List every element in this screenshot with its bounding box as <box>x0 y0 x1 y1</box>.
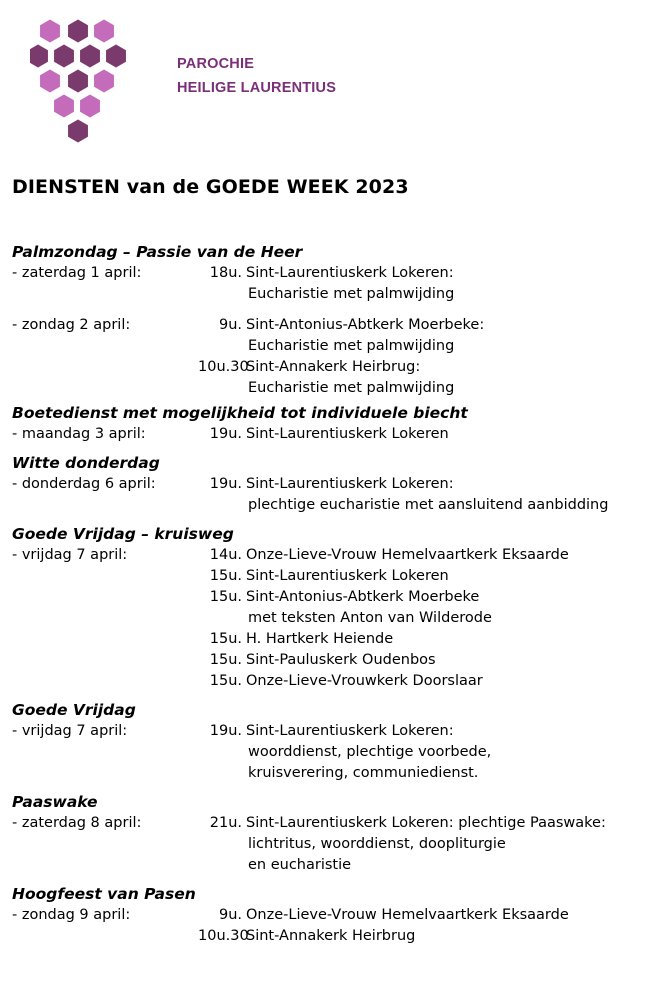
service-row <box>12 926 652 947</box>
page-title: DIENSTEN van de GOEDE WEEK 2023 <box>12 176 409 198</box>
service-location: Onze-Lieve-Vrouwkerk Doorslaar <box>246 673 483 689</box>
service-time: 10u.30 <box>198 359 249 375</box>
service-location: Sint-Laurentiuskerk Lokeren: <box>246 476 454 492</box>
spacer <box>12 305 652 315</box>
logo-hexagon <box>40 70 60 93</box>
service-detail: woorddienst, plechtige voorbede, <box>248 744 492 760</box>
brand-line-parochie: PAROCHIE <box>177 56 255 72</box>
logo-hexagon <box>54 95 74 118</box>
service-time: 15u. <box>209 568 242 584</box>
service-day: - vrijdag 7 april: <box>12 547 128 563</box>
logo-hexagon <box>40 20 60 43</box>
logo-hexagon <box>94 20 114 43</box>
logo-hexagon <box>68 20 88 43</box>
service-time: 19u. <box>209 426 242 442</box>
brand-line-name: HEILIGE LAURENTIUS <box>177 80 337 96</box>
service-row <box>12 545 652 566</box>
parish-brand-name <box>177 52 336 100</box>
service-location: Sint-Laurentiuskerk Lokeren: <box>246 265 454 281</box>
section-title: Goede Vrijdag – kruisweg <box>12 525 234 543</box>
service-row <box>12 587 652 608</box>
parish-logo-grapes <box>30 14 130 146</box>
service-location: Sint-Annakerk Heirbrug: <box>246 359 421 375</box>
service-row <box>12 629 652 650</box>
service-location: Sint-Pauluskerk Oudenbos <box>246 652 436 668</box>
service-time: 9u. <box>218 907 242 923</box>
service-row <box>12 566 652 587</box>
service-time: 9u. <box>218 317 242 333</box>
service-location: Sint-Laurentiuskerk Lokeren: <box>246 723 454 739</box>
service-detail: Eucharistie met palmwijding <box>248 380 455 396</box>
service-location: Sint-Laurentiuskerk Lokeren: plechtige Paaswake: <box>246 815 606 831</box>
service-row <box>12 650 652 671</box>
service-row <box>12 263 652 284</box>
service-detail: Eucharistie met palmwijding <box>248 338 455 354</box>
service-time: 19u. <box>209 476 242 492</box>
service-time: 19u. <box>209 723 242 739</box>
service-row <box>12 721 652 742</box>
service-time: 15u. <box>209 631 242 647</box>
service-detail: plechtige eucharistie met aansluitend aanbidding <box>248 497 609 513</box>
service-day: - zondag 2 april: <box>12 317 131 333</box>
service-time: 14u. <box>209 547 242 563</box>
logo-hexagon <box>94 70 114 93</box>
service-detail: en eucharistie <box>248 857 352 873</box>
service-row <box>12 315 652 336</box>
section-title: Goede Vrijdag <box>12 701 136 719</box>
schedule-list <box>12 242 652 947</box>
logo-hexagon <box>54 45 74 68</box>
service-location: H. Hartkerk Heiende <box>246 631 394 647</box>
section-title: Paaswake <box>12 793 98 811</box>
service-detail: kruisverering, communiedienst. <box>248 765 479 781</box>
service-day <box>12 671 198 692</box>
logo-hexagon <box>80 95 100 118</box>
logo-hexagon <box>80 45 100 68</box>
service-day <box>12 357 198 378</box>
service-row <box>12 905 652 926</box>
schedule-section <box>12 884 652 947</box>
schedule-section <box>12 792 652 876</box>
service-location: Sint-Laurentiuskerk Lokeren <box>246 568 449 584</box>
service-location: Sint-Antonius-Abtkerk Moerbeke <box>246 589 480 605</box>
service-row <box>12 671 652 692</box>
schedule-section <box>12 403 652 445</box>
service-location: Sint-Laurentiuskerk Lokeren <box>246 426 449 442</box>
service-location: Onze-Lieve-Vrouw Hemelvaartkerk Eksaarde <box>246 907 569 923</box>
service-row <box>12 357 652 378</box>
service-day <box>12 587 198 608</box>
logo-hexagon <box>68 120 88 143</box>
service-row <box>12 813 652 834</box>
service-day: - vrijdag 7 april: <box>12 723 128 739</box>
service-location: Sint-Annakerk Heirbrug <box>246 928 416 944</box>
service-day <box>12 566 198 587</box>
service-day: - zaterdag 8 april: <box>12 815 142 831</box>
schedule-section <box>12 453 652 516</box>
service-row <box>12 424 652 445</box>
service-detail: Eucharistie met palmwijding <box>248 286 455 302</box>
service-time: 21u. <box>209 815 242 831</box>
service-detail: lichtritus, woorddienst, doopliturgie <box>248 836 506 852</box>
service-day <box>12 926 198 947</box>
service-day: - zondag 9 april: <box>12 907 131 923</box>
service-day <box>12 629 198 650</box>
section-title: Witte donderdag <box>12 454 160 472</box>
service-time: 10u.30 <box>198 928 249 944</box>
service-day: - maandag 3 april: <box>12 426 146 442</box>
logo-hexagon <box>106 45 126 68</box>
service-location: Onze-Lieve-Vrouw Hemelvaartkerk Eksaarde <box>246 547 569 563</box>
schedule-section <box>12 242 652 399</box>
service-day <box>12 650 198 671</box>
section-title: Palmzondag – Passie van de Heer <box>12 243 303 261</box>
schedule-section <box>12 524 652 692</box>
schedule-section <box>12 700 652 784</box>
service-time: 18u. <box>209 265 242 281</box>
service-day: - donderdag 6 april: <box>12 476 156 492</box>
logo-hexagon <box>30 45 48 68</box>
section-title: Boetedienst met mogelijkheid tot individuele biecht <box>12 404 468 422</box>
service-detail: met teksten Anton van Wilderode <box>248 610 492 626</box>
service-time: 15u. <box>209 673 242 689</box>
service-location: Sint-Antonius-Abtkerk Moerbeke: <box>246 317 485 333</box>
section-title: Hoogfeest van Pasen <box>12 885 196 903</box>
logo-hexagon <box>68 70 88 93</box>
service-day: - zaterdag 1 april: <box>12 265 142 281</box>
service-time: 15u. <box>209 589 242 605</box>
service-time: 15u. <box>209 652 242 668</box>
service-row <box>12 474 652 495</box>
